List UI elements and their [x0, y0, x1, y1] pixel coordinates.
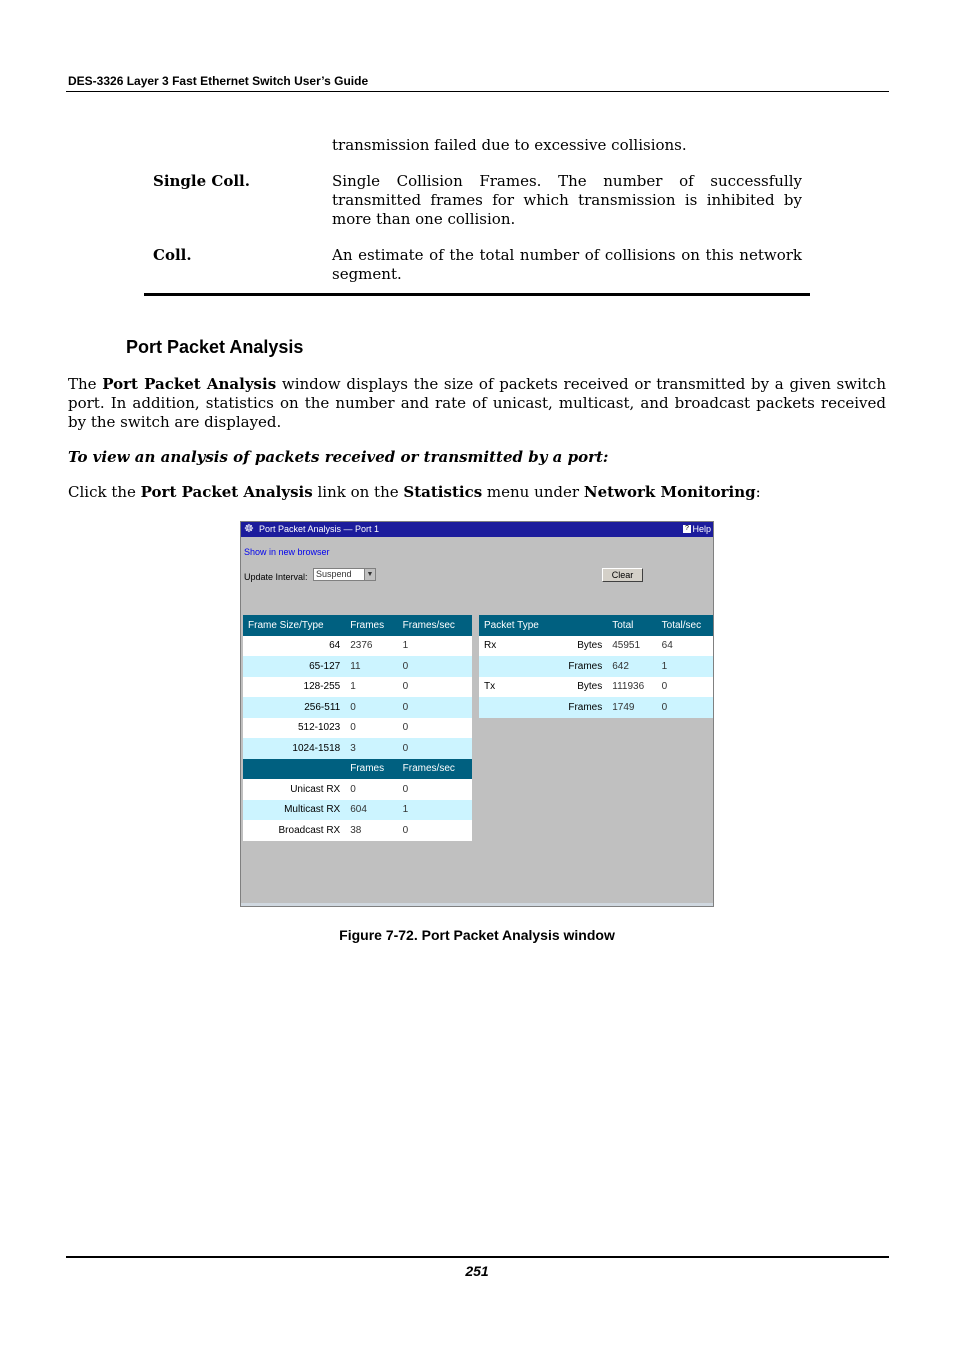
definition-coll: An estimate of the total number of collisions on this network segment. [332, 246, 802, 283]
frame-size-cell: 128-255 [243, 677, 345, 698]
table-row [243, 697, 472, 718]
table-row [243, 779, 472, 800]
table-row [479, 636, 714, 657]
unit-cell: Frames [555, 697, 607, 718]
cast-type-cell: Multicast RX [243, 800, 345, 821]
frame-size-table [243, 615, 472, 841]
table-row [243, 677, 472, 698]
window-titlebar [241, 522, 713, 537]
column-header: Packet Type [479, 615, 555, 636]
cast-type-cell: Broadcast RX [243, 820, 345, 841]
frame-size-cell: 64 [243, 636, 345, 657]
update-interval-label: Update Interval: [244, 572, 308, 582]
total-cell: 1749 [607, 697, 656, 718]
frame-size-cell: 256-511 [243, 697, 345, 718]
table-row [243, 800, 472, 821]
intro-paragraph [68, 375, 886, 432]
frames-cell: 1 [345, 677, 397, 698]
table-header-row [479, 615, 714, 636]
total-sec-cell: 0 [657, 697, 714, 718]
definition-text-continued: transmission failed due to excessive collisions. [332, 136, 687, 154]
frame-size-cell: 65-127 [243, 656, 345, 677]
frames-cell: 38 [345, 820, 397, 841]
table-row [479, 677, 714, 698]
unit-cell: Bytes [555, 636, 607, 657]
update-interval-select[interactable] [313, 568, 376, 581]
window-bottom-edge [241, 903, 713, 906]
column-header: Total [607, 615, 656, 636]
port-packet-analysis-window [240, 521, 714, 907]
frames-sec-cell: 0 [398, 677, 472, 698]
table-row [243, 656, 472, 677]
total-sec-cell: 0 [657, 677, 714, 698]
click-bold-2: Statistics [403, 483, 483, 501]
table-row [243, 636, 472, 657]
column-header: Frames [345, 615, 397, 636]
frames-cell: 3 [345, 738, 397, 759]
running-header: DES-3326 Layer 3 Fast Ethernet Switch User’s Guide [68, 74, 369, 88]
intro-text: The [68, 375, 103, 393]
column-header: Frames/sec [398, 759, 472, 780]
term-single-coll: Single Coll. [153, 172, 250, 190]
click-text-4: : [755, 483, 761, 501]
table-row [479, 697, 714, 718]
click-text-3: menu under [482, 483, 584, 501]
click-instruction [68, 483, 886, 502]
footer-rule [66, 1256, 889, 1258]
intro-text-rest: window displays the size of packets received or transmitted by a given switch port. In addition, statistics on the number and rate of unicast, multicast, and broadcast packets received by the switch are displayed. [68, 375, 886, 431]
direction-cell [479, 697, 555, 718]
frames-sec-cell: 0 [398, 820, 472, 841]
total-cell: 45951 [607, 636, 656, 657]
frames-sec-cell: 1 [398, 800, 472, 821]
clear-button[interactable]: Clear [602, 568, 643, 582]
window-logo-icon: ☸ [244, 523, 254, 535]
frame-size-cell: 1024-1518 [243, 738, 345, 759]
term-coll: Coll. [153, 246, 192, 264]
total-sec-cell: 64 [657, 636, 714, 657]
frames-sec-cell: 1 [398, 636, 472, 657]
frames-sec-cell: 0 [398, 718, 472, 739]
section-title: Port Packet Analysis [126, 337, 304, 357]
help-link[interactable]: Help [692, 524, 711, 534]
frames-cell: 0 [345, 779, 397, 800]
direction-cell: Rx [479, 636, 555, 657]
page-number: 251 [465, 1263, 489, 1279]
intro-bold: Port Packet Analysis [102, 375, 277, 393]
frames-cell: 11 [345, 656, 397, 677]
column-header [243, 759, 345, 780]
column-header: Frames/sec [398, 615, 472, 636]
table-header-row [243, 759, 472, 780]
definition-single-coll: Single Collision Frames. The number of successfully transmitted frames for which transmission is inhibited by more than one collision. [332, 172, 802, 228]
help-icon[interactable]: ? [683, 525, 691, 533]
direction-cell [479, 656, 555, 677]
frames-sec-cell: 0 [398, 738, 472, 759]
table-bottom-rule [144, 293, 810, 296]
procedure-heading: To view an analysis of packets received or transmitted by a port: [68, 448, 609, 466]
table-row [243, 718, 472, 739]
table-row [243, 820, 472, 841]
frames-sec-cell: 0 [398, 697, 472, 718]
click-text-2: link on the [312, 483, 404, 501]
column-header: Frame Size/Type [243, 615, 345, 636]
click-bold-3: Network Monitoring [583, 483, 756, 501]
update-interval-value: Suspend [316, 569, 352, 579]
show-in-new-browser-link[interactable]: Show in new browser [244, 547, 330, 557]
total-cell: 642 [607, 656, 656, 677]
table-row [243, 738, 472, 759]
frames-cell: 0 [345, 718, 397, 739]
packet-type-table [479, 615, 714, 718]
total-cell: 111936 [607, 677, 656, 698]
column-header: Total/sec [657, 615, 714, 636]
unit-cell: Bytes [555, 677, 607, 698]
click-text-1: Click the [68, 483, 141, 501]
click-bold-1: Port Packet Analysis [140, 483, 313, 501]
column-header: Frames [345, 759, 397, 780]
frames-sec-cell: 0 [398, 779, 472, 800]
cast-type-cell: Unicast RX [243, 779, 345, 800]
column-header [555, 615, 607, 636]
unit-cell: Frames [555, 656, 607, 677]
frames-cell: 604 [345, 800, 397, 821]
window-title: Port Packet Analysis — Port 1 [259, 524, 380, 534]
table-header-row [243, 615, 472, 636]
table-row [479, 656, 714, 677]
frame-size-cell: 512-1023 [243, 718, 345, 739]
header-rule [66, 91, 889, 92]
frames-sec-cell: 0 [398, 656, 472, 677]
frames-cell: 2376 [345, 636, 397, 657]
chevron-down-icon[interactable]: ▼ [364, 569, 375, 580]
direction-cell: Tx [479, 677, 555, 698]
total-sec-cell: 1 [657, 656, 714, 677]
frames-cell: 0 [345, 697, 397, 718]
figure-caption: Figure 7-72. Port Packet Analysis window [339, 927, 615, 943]
